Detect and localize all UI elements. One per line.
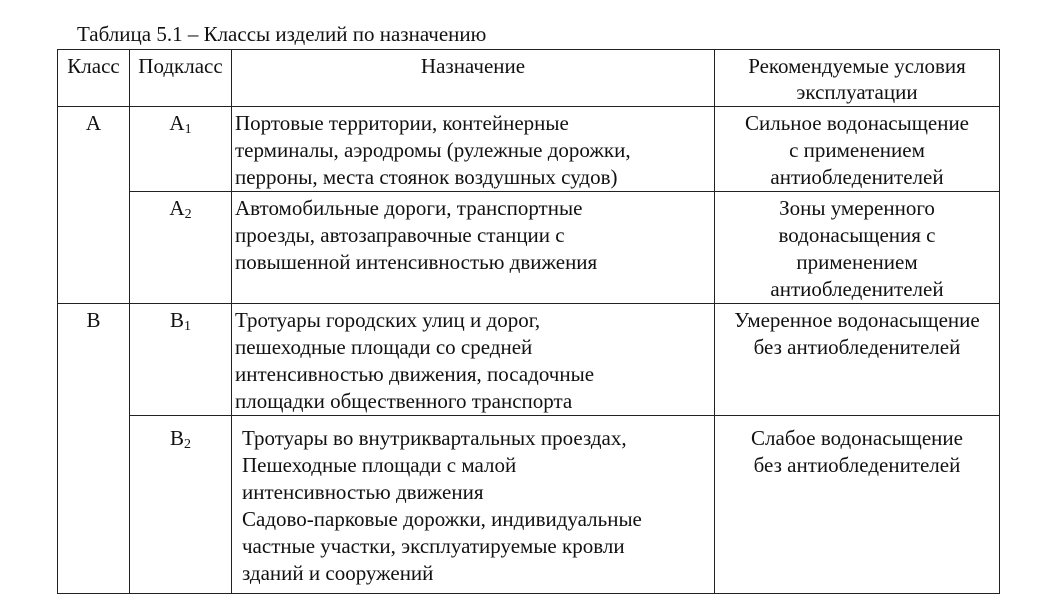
- purpose-line: повышенной интенсивностью движения: [235, 250, 598, 274]
- purpose-cell: [232, 192, 715, 304]
- purpose-cell: [232, 107, 715, 192]
- subclass-index: 2: [184, 207, 192, 222]
- purpose-line: Портовые территории, контейнерные: [235, 111, 569, 135]
- subclass-index: 1: [184, 319, 191, 334]
- conditions-line: антиобледенителей: [770, 277, 944, 301]
- purpose-line: Пешеходные площади с малой: [242, 453, 517, 477]
- conditions-line: Слабое водонасыщение: [751, 426, 963, 450]
- conditions-line: Сильное водонасыщение: [745, 111, 969, 135]
- purpose-line: Садово-парковые дорожки, индивидуальные: [242, 507, 642, 531]
- purpose-line: Тротуары городских улиц и дорог,: [235, 308, 541, 332]
- conditions-cell: [715, 416, 1000, 594]
- purpose-line: Тротуары во внутриквартальных проездах,: [242, 426, 627, 450]
- conditions-line: антиобледенителей: [770, 165, 944, 189]
- header-class: Класс: [58, 50, 130, 107]
- subclass-index: 2: [184, 437, 191, 452]
- purpose-line: проезды, автозаправочные станции с: [235, 223, 565, 247]
- purpose-line: перроны, места стоянок воздушных судов): [235, 165, 618, 189]
- table-caption: Таблица 5.1 – Классы изделий по назначению: [77, 22, 487, 46]
- conditions-line: без антиобледенителей: [753, 453, 961, 477]
- purpose-line: терминалы, аэродромы (рулежные дорожки,: [235, 138, 631, 162]
- conditions-line: Зоны умеренного: [779, 196, 935, 220]
- purpose-line: интенсивностью движения, посадочные: [235, 362, 595, 386]
- header-conditions: [715, 50, 1000, 107]
- table-row: [58, 416, 1000, 594]
- purpose-line: частные участки, эксплуатируемые кровли: [242, 534, 625, 558]
- conditions-line: без антиобледенителей: [753, 335, 961, 359]
- conditions-cell: [715, 107, 1000, 192]
- conditions-cell: [715, 192, 1000, 304]
- header-conditions-line: Рекомендуемые условия: [748, 54, 966, 78]
- subclass-letter: В: [169, 426, 184, 450]
- conditions-line: с применением: [789, 138, 925, 162]
- header-purpose: Назначение: [232, 50, 715, 107]
- subclass-cell: [130, 107, 232, 192]
- subclass-index: 1: [184, 122, 192, 137]
- class-cell-b: В: [58, 304, 130, 594]
- table-row: [58, 107, 1000, 192]
- classes-table: [57, 49, 1000, 594]
- purpose-line: зданий и сооружений: [242, 561, 434, 585]
- purpose-cell: [232, 304, 715, 416]
- subclass-letter: В: [169, 308, 184, 332]
- class-cell-a: А: [58, 107, 130, 304]
- purpose-line: пешеходные площади со средней: [235, 335, 533, 359]
- conditions-line: применением: [796, 250, 918, 274]
- subclass-cell: [130, 192, 232, 304]
- purpose-line: интенсивностью движения: [242, 480, 484, 504]
- subclass-cell: [130, 304, 232, 416]
- header-conditions-line: эксплуатации: [796, 80, 918, 104]
- purpose-line: площадки общественного транспорта: [235, 389, 573, 413]
- subclass-cell: [130, 416, 232, 594]
- table-row: [58, 304, 1000, 416]
- subclass-letter: А: [169, 196, 185, 220]
- purpose-line: Автомобильные дороги, транспортные: [235, 196, 583, 220]
- subclass-letter: А: [169, 111, 185, 135]
- conditions-line: Умеренное водонасыщение: [734, 308, 980, 332]
- table-row: [58, 192, 1000, 304]
- purpose-cell: [232, 416, 715, 594]
- header-subclass: Подкласс: [130, 50, 232, 107]
- header-row: [58, 50, 1000, 107]
- conditions-line: водонасыщения с: [778, 223, 936, 247]
- conditions-cell: [715, 304, 1000, 416]
